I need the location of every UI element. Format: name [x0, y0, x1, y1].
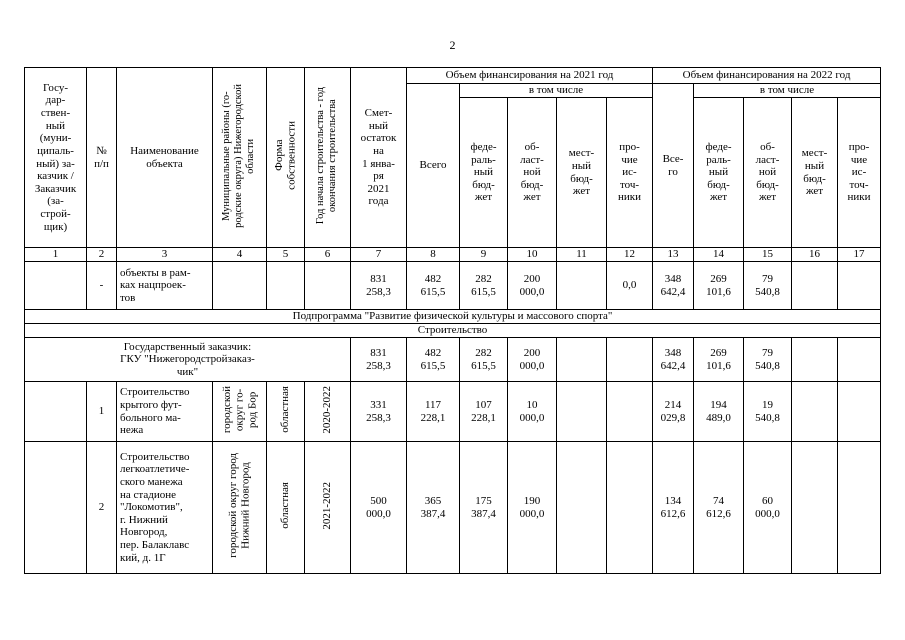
- object-name: объекты в рам- ках нацпроек- тов: [117, 262, 213, 310]
- col-number: 13: [653, 248, 694, 262]
- col-number: 12: [607, 248, 653, 262]
- regional-2021-value: 200 000,0: [508, 338, 557, 382]
- row-number: 2: [87, 442, 117, 574]
- header-object-name: Наименование объекта: [117, 68, 213, 248]
- header-total-2021: Всего: [407, 84, 460, 248]
- col-number: 15: [744, 248, 792, 262]
- col-number: 17: [838, 248, 881, 262]
- federal-2021-value: 282 615,5: [460, 338, 508, 382]
- header-fin-2021: Объем финансирования на 2021 год: [407, 68, 653, 84]
- federal-2021-value: 107 228,1: [460, 382, 508, 442]
- page-number: 2: [449, 38, 456, 52]
- col-number: 4: [213, 248, 267, 262]
- regional-2022-value: 79 540,8: [744, 338, 792, 382]
- col-number: 14: [694, 248, 744, 262]
- header-federal-2021: феде- раль- ный бюд- жет: [460, 98, 508, 248]
- cell: [25, 382, 87, 442]
- col-number: 9: [460, 248, 508, 262]
- subprogram-title: Подпрограмма "Развитие физической культуры и массового спорта": [25, 310, 881, 324]
- cell: [792, 338, 838, 382]
- regional-2021-value: 10 000,0: [508, 382, 557, 442]
- table-row-customer: [25, 338, 881, 382]
- local-2021-value: [557, 442, 607, 574]
- header-district: Муниципальные районы (го- родские округа) Нижегородской области: [213, 68, 267, 248]
- total-2021-value: 482 615,5: [407, 338, 460, 382]
- total-2022-value: 348 642,4: [653, 338, 694, 382]
- total-2021-value: 365 387,4: [407, 442, 460, 574]
- local-2022-value: [792, 382, 838, 442]
- total-2022-value: 348 642,4: [653, 262, 694, 310]
- cell: [25, 442, 87, 574]
- cell: [213, 262, 267, 310]
- federal-2021-value: 282 615,5: [460, 262, 508, 310]
- row-number: -: [87, 262, 117, 310]
- header-regional-2022: об- ласт- ной бюд- жет: [744, 98, 792, 248]
- local-2022-value: [792, 262, 838, 310]
- total-2022-value: 134 612,6: [653, 442, 694, 574]
- local-2021-value: [557, 262, 607, 310]
- header-regional-2021: об- ласт- ной бюд- жет: [508, 98, 557, 248]
- col-number: 3: [117, 248, 213, 262]
- header-incl-2022: в том числе: [694, 84, 881, 98]
- other-2021-value: [607, 442, 653, 574]
- federal-2022-value: 269 101,6: [694, 338, 744, 382]
- total-2021-value: 482 615,5: [407, 262, 460, 310]
- district-cell: городской округ город Нижний Новгород: [213, 442, 267, 574]
- header-other-2021: про- чие ис- точ- ники: [607, 98, 653, 248]
- object-name: Строительство легкоатлетиче- ского манежа на стадионе "Локомотив", г. Нижний Новгород, пер. Балаклавс кий, д. 1Г: [117, 442, 213, 574]
- col-number: 6: [305, 248, 351, 262]
- cell: [557, 338, 607, 382]
- header-fin-2022: Объем финансирования на 2022 год: [653, 68, 881, 84]
- header-total-2022: Все- го: [653, 84, 694, 248]
- other-2022-value: [838, 382, 881, 442]
- header-customer: Госу- дар- ствен- ный (муни- ципаль- ный) за- казчик / Заказчик (за- строй- щик): [25, 68, 87, 248]
- table-row-summary: [25, 262, 881, 310]
- other-2022-value: [838, 442, 881, 574]
- other-2022-value: [838, 262, 881, 310]
- regional-2021-value: 200 000,0: [508, 262, 557, 310]
- balance-value: 831 258,3: [351, 338, 407, 382]
- years-cell: 2021-2022: [305, 442, 351, 574]
- row-number: 1: [87, 382, 117, 442]
- header-incl-2021: в том числе: [460, 84, 653, 98]
- header-local-2022: мест- ный бюд- жет: [792, 98, 838, 248]
- cell: [25, 262, 87, 310]
- header-ownership: Форма собственности: [267, 68, 305, 248]
- ownership-cell: областная: [267, 442, 305, 574]
- regional-2021-value: 190 000,0: [508, 442, 557, 574]
- federal-2021-value: 175 387,4: [460, 442, 508, 574]
- local-2021-value: [557, 382, 607, 442]
- other-2021-value: [607, 382, 653, 442]
- local-2022-value: [792, 442, 838, 574]
- col-number: 8: [407, 248, 460, 262]
- col-number: 1: [25, 248, 87, 262]
- district-cell: городской округ го- род Бор: [213, 382, 267, 442]
- regional-2022-value: 60 000,0: [744, 442, 792, 574]
- ownership-cell: областная: [267, 382, 305, 442]
- federal-2022-value: 194 489,0: [694, 382, 744, 442]
- col-number: 5: [267, 248, 305, 262]
- federal-2022-value: 74 612,6: [694, 442, 744, 574]
- col-number: 2: [87, 248, 117, 262]
- header-number: № п/п: [87, 68, 117, 248]
- header-local-2021: мест- ный бюд- жет: [557, 98, 607, 248]
- federal-2022-value: 269 101,6: [694, 262, 744, 310]
- header-balance: Смет- ный остаток на 1 янва- ря 2021 года: [351, 68, 407, 248]
- customer-name: Государственный заказчик: ГКУ "Нижегородстройзаказ- чик": [25, 338, 351, 382]
- regional-2022-value: 19 540,8: [744, 382, 792, 442]
- col-number: 11: [557, 248, 607, 262]
- balance-value: 831 258,3: [351, 262, 407, 310]
- table-row: [25, 442, 881, 574]
- cell: [267, 262, 305, 310]
- balance-value: 500 000,0: [351, 442, 407, 574]
- years-cell: 2020-2022: [305, 382, 351, 442]
- header-other-2022: про- чие ис- точ- ники: [838, 98, 881, 248]
- balance-value: 331 258,3: [351, 382, 407, 442]
- col-number: 7: [351, 248, 407, 262]
- total-2022-value: 214 029,8: [653, 382, 694, 442]
- header-years: Год начала строительства - год окончания строительства: [305, 68, 351, 248]
- other-2021-value: 0,0: [607, 262, 653, 310]
- financing-table: [24, 67, 881, 574]
- regional-2022-value: 79 540,8: [744, 262, 792, 310]
- object-name: Строительство крытого фут- больного ма- нежа: [117, 382, 213, 442]
- col-number: 16: [792, 248, 838, 262]
- total-2021-value: 117 228,1: [407, 382, 460, 442]
- col-number: 10: [508, 248, 557, 262]
- cell: [305, 262, 351, 310]
- table-row: [25, 382, 881, 442]
- cell: [838, 338, 881, 382]
- header-federal-2022: феде- раль- ный бюд- жет: [694, 98, 744, 248]
- section-title: Строительство: [25, 324, 881, 338]
- cell: [607, 338, 653, 382]
